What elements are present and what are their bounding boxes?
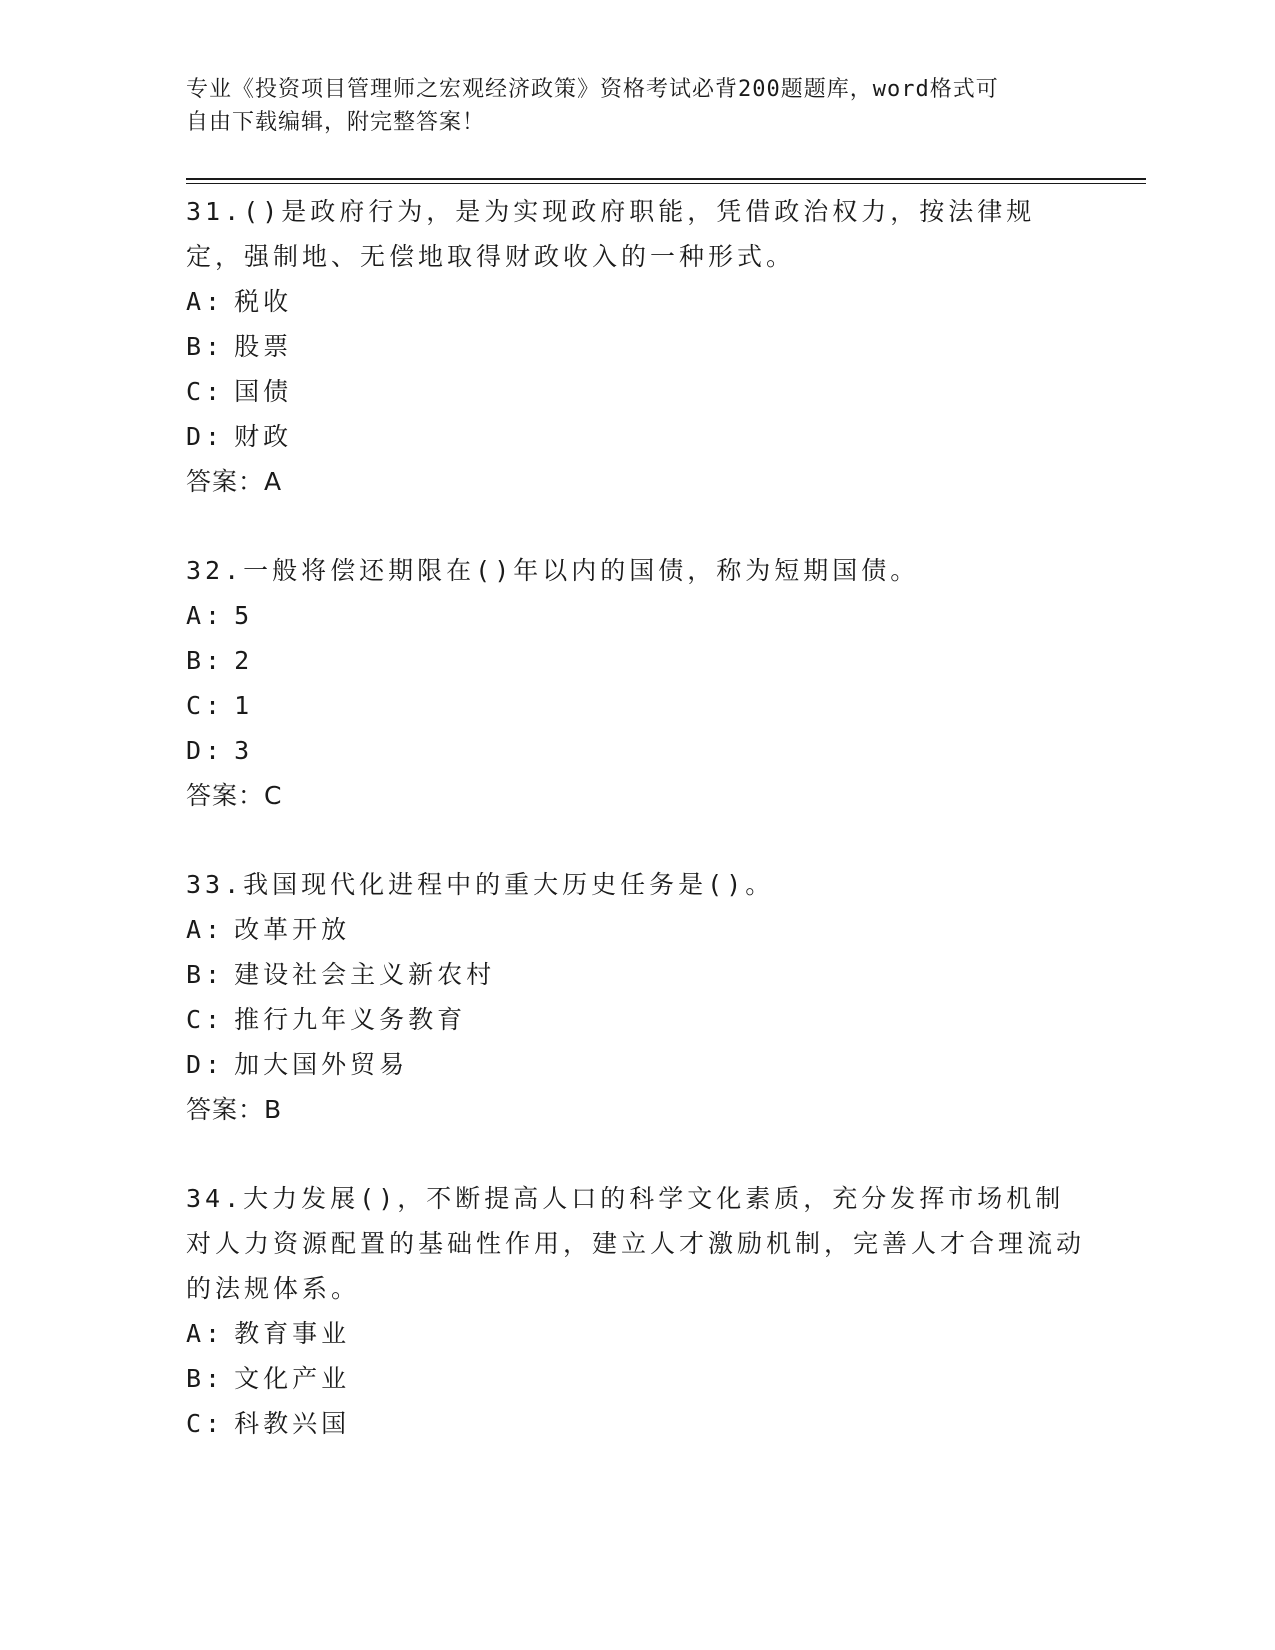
question-34 xyxy=(186,1176,1086,1446)
question-list xyxy=(186,189,1086,1490)
option-d xyxy=(186,728,1086,773)
option-key: C: xyxy=(186,1409,225,1438)
option-key: D: xyxy=(186,1050,225,1079)
option-key: C: xyxy=(186,691,225,720)
header-divider-thick xyxy=(186,178,1146,180)
question-stem: 32.一般将偿还期限在()年以内的国债，称为短期国债。 xyxy=(186,556,920,585)
option-key: A: xyxy=(186,915,225,944)
option-c xyxy=(186,683,1086,728)
option-text: 推行九年义务教育 xyxy=(234,1005,467,1034)
option-a xyxy=(186,593,1086,638)
header-title-line-2: 自由下载编辑，附完整答案！ xyxy=(186,110,486,135)
option-key: A: xyxy=(186,1319,225,1348)
option-text: 教育事业 xyxy=(234,1319,351,1348)
option-a xyxy=(186,1311,1086,1356)
header-divider-thin xyxy=(186,183,1146,184)
option-d xyxy=(186,1042,1086,1087)
option-c xyxy=(186,997,1086,1042)
option-key: D: xyxy=(186,736,225,765)
question-stem: 34.大力发展()，不断提高人口的科学文化素质，充分发挥市场机制对人力资源配置的基础性作用，建立人才激励机制，完善人才合理流动的法规体系。 xyxy=(186,1184,1086,1303)
option-text: 税收 xyxy=(234,287,293,316)
option-a xyxy=(186,279,1086,324)
option-b xyxy=(186,1356,1086,1401)
option-c xyxy=(186,1401,1086,1446)
option-text: 财政 xyxy=(234,422,293,451)
option-text: 2 xyxy=(234,646,254,675)
header-title-line-1: 专业《投资项目管理师之宏观经济政策》资格考试必背200题题库，word格式可 xyxy=(186,77,999,102)
option-a xyxy=(186,907,1086,952)
option-key: C: xyxy=(186,377,225,406)
question-31 xyxy=(186,189,1086,504)
document-header xyxy=(186,73,1086,139)
option-text: 加大国外贸易 xyxy=(234,1050,409,1079)
option-key: C: xyxy=(186,1005,225,1034)
answer-line: 答案：C xyxy=(186,781,283,810)
option-text: 文化产业 xyxy=(234,1364,351,1393)
option-text: 国债 xyxy=(234,377,293,406)
question-33 xyxy=(186,862,1086,1132)
option-b xyxy=(186,952,1086,997)
answer-line: 答案：A xyxy=(186,467,283,496)
option-b xyxy=(186,638,1086,683)
option-b xyxy=(186,324,1086,369)
question-stem: 33.我国现代化进程中的重大历史任务是()。 xyxy=(186,870,775,899)
option-key: B: xyxy=(186,332,225,361)
option-text: 3 xyxy=(234,736,254,765)
option-key: A: xyxy=(186,287,225,316)
option-key: B: xyxy=(186,960,225,989)
option-key: B: xyxy=(186,646,225,675)
question-32 xyxy=(186,548,1086,818)
question-stem: 31.()是政府行为，是为实现政府职能，凭借政治权力，按法律规定，强制地、无偿地取得财政收入的一种形式。 xyxy=(186,197,1036,271)
option-key: A: xyxy=(186,601,225,630)
option-text: 建设社会主义新农村 xyxy=(234,960,496,989)
answer-line: 答案：B xyxy=(186,1095,283,1124)
option-key: B: xyxy=(186,1364,225,1393)
option-key: D: xyxy=(186,422,225,451)
option-text: 5 xyxy=(234,601,254,630)
option-text: 科教兴国 xyxy=(234,1409,351,1438)
option-text: 股票 xyxy=(234,332,293,361)
option-text: 改革开放 xyxy=(234,915,351,944)
option-text: 1 xyxy=(234,691,254,720)
option-d xyxy=(186,414,1086,459)
option-c xyxy=(186,369,1086,414)
